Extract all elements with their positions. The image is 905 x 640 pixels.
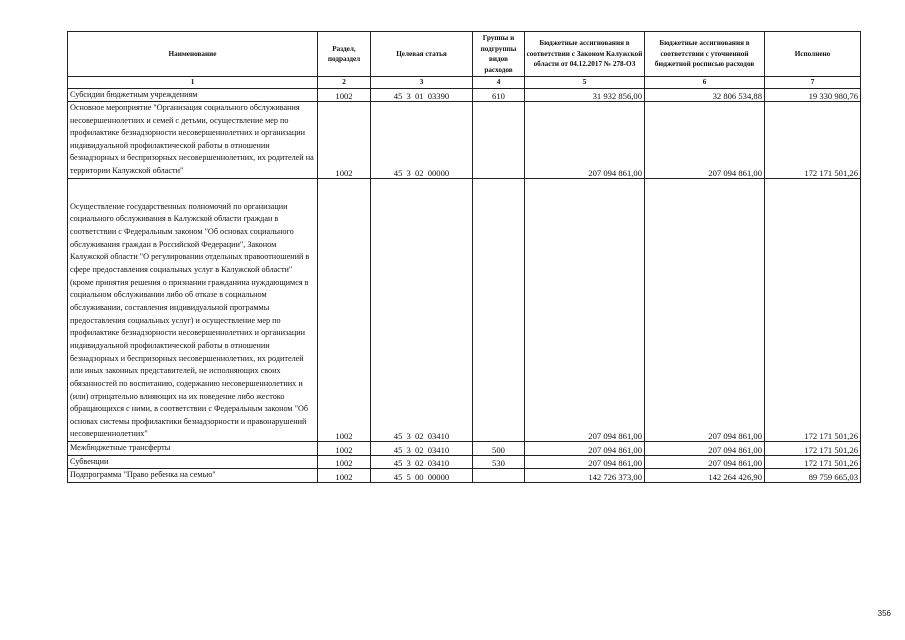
- table-row: [68, 88, 861, 102]
- table-row: [68, 102, 861, 179]
- row-group: 530: [473, 455, 525, 469]
- row-target: 45 3 02 03410: [371, 442, 473, 456]
- row-target: 45 3 02 03410: [371, 178, 473, 441]
- row-group: 500: [473, 442, 525, 456]
- table-row: [68, 455, 861, 469]
- column-number: 4: [473, 77, 525, 89]
- table-row: [68, 442, 861, 456]
- row-section: 1002: [318, 88, 371, 102]
- row-revised: 207 094 861,00: [645, 178, 765, 441]
- row-approved: 207 094 861,00: [525, 178, 645, 441]
- row-executed: 172 171 501,26: [765, 455, 861, 469]
- table-row: [68, 178, 861, 441]
- row-group: 610: [473, 88, 525, 102]
- row-name: Осуществление государственных полномочий по организации социального обслуживания в Калужской области граждан в соответствии с Федеральным законом "Об основах социального обслуживания граждан в Российской Федерации", Законом Калужской области "О регулировании отдельных правоотношений в сфере предоставления социальных услуг в Калужской области" (кроме принятия решения о признании гражданина нуждающимся в социальном обслуживании либо об отказе в социальном обслуживании, составления индивидуальной программы предоставления социальных услуг) и осуществление мер по профилактике безнадзорности несовершеннолетних и организации индивидуальной профилактической работы в отношении безнадзорных и беспризорных несовершеннолетних, их родителей или иных законных представителей, не исполняющих своих обязанностей по воспитанию, содержанию несовершеннолетних и (или) отрицательно влияющих на их поведение либо жестоко обращающихся с ними, в соответствии с Федеральным законом "Об основах системы профилактики безнадзорности и правонарушений несовершеннолетних": [68, 178, 318, 441]
- row-executed: 172 171 501,26: [765, 102, 861, 179]
- row-section: 1002: [318, 102, 371, 179]
- column-number: 2: [318, 77, 371, 89]
- row-name: Основное мероприятие "Организация социального обслуживания несовершеннолетних и семей с детьми, осуществление мер по профилактике безнадзорности несовершеннолетних и организации индивидуальной профилактической работы в отношении безнадзорных и беспризорных несовершеннолетних, их родителей на территории Калужской области": [68, 102, 318, 179]
- row-approved: 207 094 861,00: [525, 102, 645, 179]
- row-executed: 89 759 665,03: [765, 469, 861, 483]
- row-group: [473, 178, 525, 441]
- column-number: 6: [645, 77, 765, 89]
- row-group: [473, 469, 525, 483]
- column-number: 7: [765, 77, 861, 89]
- row-section: 1002: [318, 442, 371, 456]
- column-number: 1: [68, 77, 318, 89]
- header-revised: Бюджетные ассигнования в соответствии с уточненной бюджетной росписью расходов: [645, 32, 765, 77]
- row-section: 1002: [318, 455, 371, 469]
- row-name: Межбюджетные трансферты: [68, 442, 318, 456]
- header-target: Целевая статья: [371, 32, 473, 77]
- header-group: Группы и подгруппы видов расходов: [473, 32, 525, 77]
- header-row: [68, 32, 861, 77]
- row-executed: 19 330 980,76: [765, 88, 861, 102]
- row-target: 45 3 01 03390: [371, 88, 473, 102]
- budget-table: [67, 31, 861, 483]
- column-number-row: [68, 77, 861, 89]
- row-approved: 207 094 861,00: [525, 455, 645, 469]
- row-name: Субвенции: [68, 455, 318, 469]
- row-revised: 207 094 861,00: [645, 455, 765, 469]
- page-number: 356: [877, 609, 891, 618]
- row-target: 45 3 02 00000: [371, 102, 473, 179]
- row-revised: 32 806 534,88: [645, 88, 765, 102]
- table-row: [68, 469, 861, 483]
- row-approved: 31 932 856,00: [525, 88, 645, 102]
- row-name: Субсидии бюджетным учреждениям: [68, 88, 318, 102]
- column-number: 3: [371, 77, 473, 89]
- row-group: [473, 102, 525, 179]
- row-revised: 142 264 426,90: [645, 469, 765, 483]
- row-section: 1002: [318, 178, 371, 441]
- row-name: Подпрограмма "Право ребенка на семью": [68, 469, 318, 483]
- column-number: 5: [525, 77, 645, 89]
- row-approved: 142 726 373,00: [525, 469, 645, 483]
- header-executed: Исполнено: [765, 32, 861, 77]
- row-approved: 207 094 861,00: [525, 442, 645, 456]
- row-section: 1002: [318, 469, 371, 483]
- row-target: 45 5 00 00000: [371, 469, 473, 483]
- row-executed: 172 171 501,26: [765, 178, 861, 441]
- row-executed: 172 171 501,26: [765, 442, 861, 456]
- row-revised: 207 094 861,00: [645, 442, 765, 456]
- header-section: Раздел, подраздел: [318, 32, 371, 77]
- header-approved: Бюджетные ассигнования в соответствии с Законом Калужской области от 04.12.2017 № 278-ОЗ: [525, 32, 645, 77]
- header-name: Наименование: [68, 32, 318, 77]
- row-target: 45 3 02 03410: [371, 455, 473, 469]
- row-revised: 207 094 861,00: [645, 102, 765, 179]
